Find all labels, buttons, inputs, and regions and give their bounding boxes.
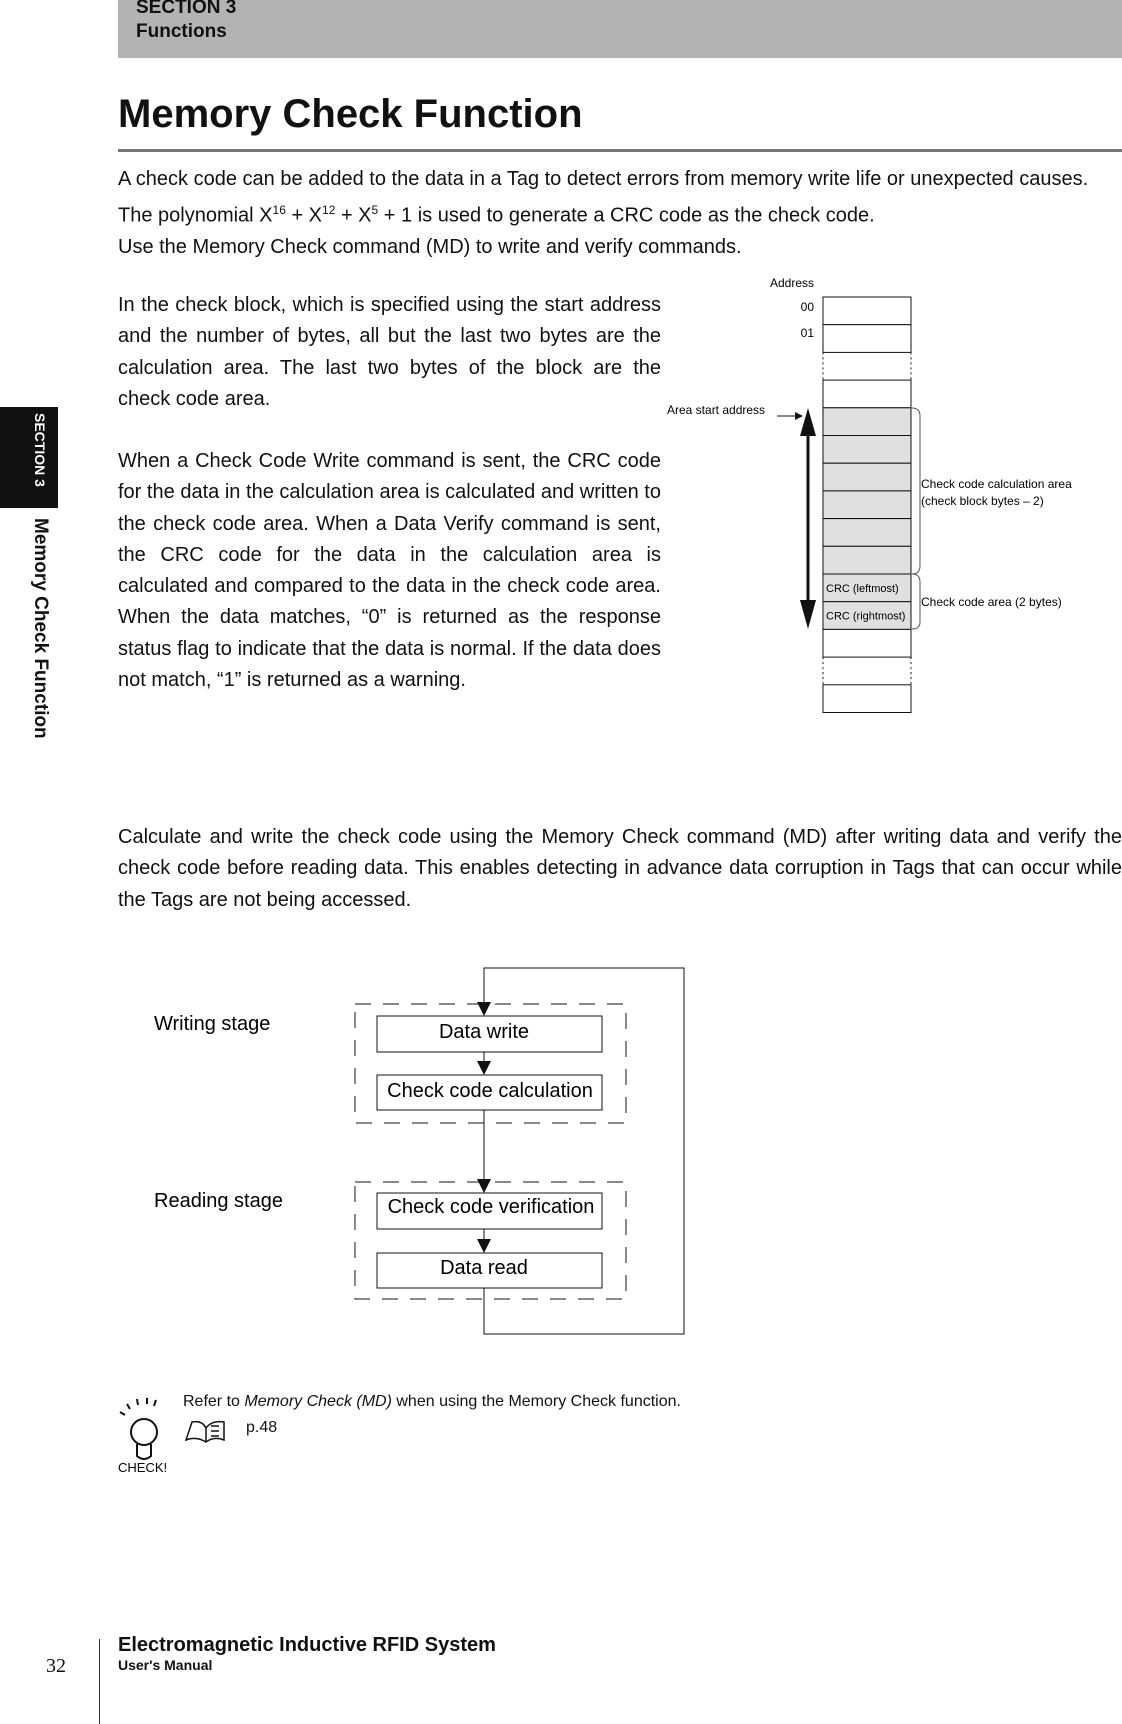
memory-cell: [823, 297, 911, 325]
intro-line-2: The polynomial $X^{16} + X^{12} + X^5 + 1$ is used to generate a CRC code as the check code.: [118, 203, 875, 227]
check-area-label: Check code area (2 bytes): [921, 595, 1062, 609]
header-chapter: Functions: [136, 21, 227, 42]
data-read-label: Data read: [440, 1257, 528, 1279]
intro-line-3: Use the Memory Check command (MD) to write and verify commands.: [118, 236, 742, 259]
calc-area-label: Check code calculation area: [921, 477, 1072, 491]
area-start-label: Area start address: [667, 403, 766, 417]
memory-cell: [823, 685, 911, 713]
reading-stage-label: Reading stage: [154, 1190, 283, 1212]
check-lightbulb-icon: [120, 1398, 157, 1459]
memory-check-link[interactable]: Memory Check (MD): [244, 1393, 392, 1410]
memory-cell: [823, 519, 911, 547]
page-title: Memory Check Function: [118, 92, 583, 136]
sidebar-section-tab: [0, 407, 58, 508]
memory-cell: [823, 325, 911, 353]
memory-cell: [823, 380, 911, 408]
address-label: Address: [769, 276, 814, 290]
address-00: 00: [800, 300, 814, 314]
check-verify-label: Check code verification: [387, 1196, 595, 1218]
crc-left-label: CRC (leftmost): [826, 583, 899, 595]
check-block-paragraph: In the check block, which is specified using the start address and the number of bytes, all but the last two bytes are the calculation area. The last two bytes of the block are the check code area.: [118, 294, 661, 410]
refer-note: Refer to Memory Check (MD) when using the Memory Check function.: [183, 1393, 681, 1410]
memory-cell: [823, 546, 911, 574]
footer-title: Electromagnetic Inductive RFID System: [118, 1634, 496, 1656]
memory-cell: [823, 463, 911, 491]
intro-line-1: A check code can be added to the data in a Tag to detect errors from memory write life or unexpected causes.: [118, 168, 1089, 190]
memory-cell: [823, 629, 911, 657]
sidebar-title: Memory Check Function: [30, 518, 51, 739]
page-number: 32: [46, 1655, 66, 1677]
brackets: [912, 408, 920, 629]
footer-subtitle: User's Manual: [118, 1657, 213, 1673]
header-section: SECTION 3: [136, 0, 237, 18]
usage-paragraph: Calculate and write the check code using the Memory Check command (MD) after writing data and verify the check code before reading data. This enables detecting in advance data corruption in Tags that can occur while the Tags are not being accessed.: [118, 826, 1122, 911]
memory-cell: [823, 408, 911, 436]
crc-right-label: CRC (rightmost): [826, 610, 906, 623]
memory-cell: [823, 491, 911, 519]
book-icon: [186, 1422, 224, 1442]
address-01: 01: [800, 326, 814, 340]
page-reference[interactable]: p.48: [246, 1419, 278, 1436]
check-label: CHECK!: [118, 1460, 168, 1475]
memory-map: [823, 297, 911, 713]
flowchart: [154, 968, 684, 1334]
writing-stage-label: Writing stage: [154, 1013, 271, 1035]
check-calc-label: Check code calculation: [387, 1080, 593, 1102]
footer-divider: [99, 1639, 100, 1724]
block-double-arrow: [800, 408, 816, 629]
calc-area-sublabel: (check block bytes – 2): [921, 494, 1044, 508]
data-write-label: Data write: [438, 1021, 530, 1043]
sidebar-section-label: SECTION 3: [32, 413, 48, 487]
memory-cell: [823, 436, 911, 464]
crc-paragraph: When a Check Code Write command is sent, the CRC code for the data in the calculation area is calculated and written to the check code area. When a Data Verify command is sent, the CRC code for the data in the calculation area is calculated and compared to the data in the check code area. When the data matches, “0” is returned as the response status flag to indicate that the data is normal. If the data does not match, “1” is returned as a warning.: [118, 450, 661, 692]
